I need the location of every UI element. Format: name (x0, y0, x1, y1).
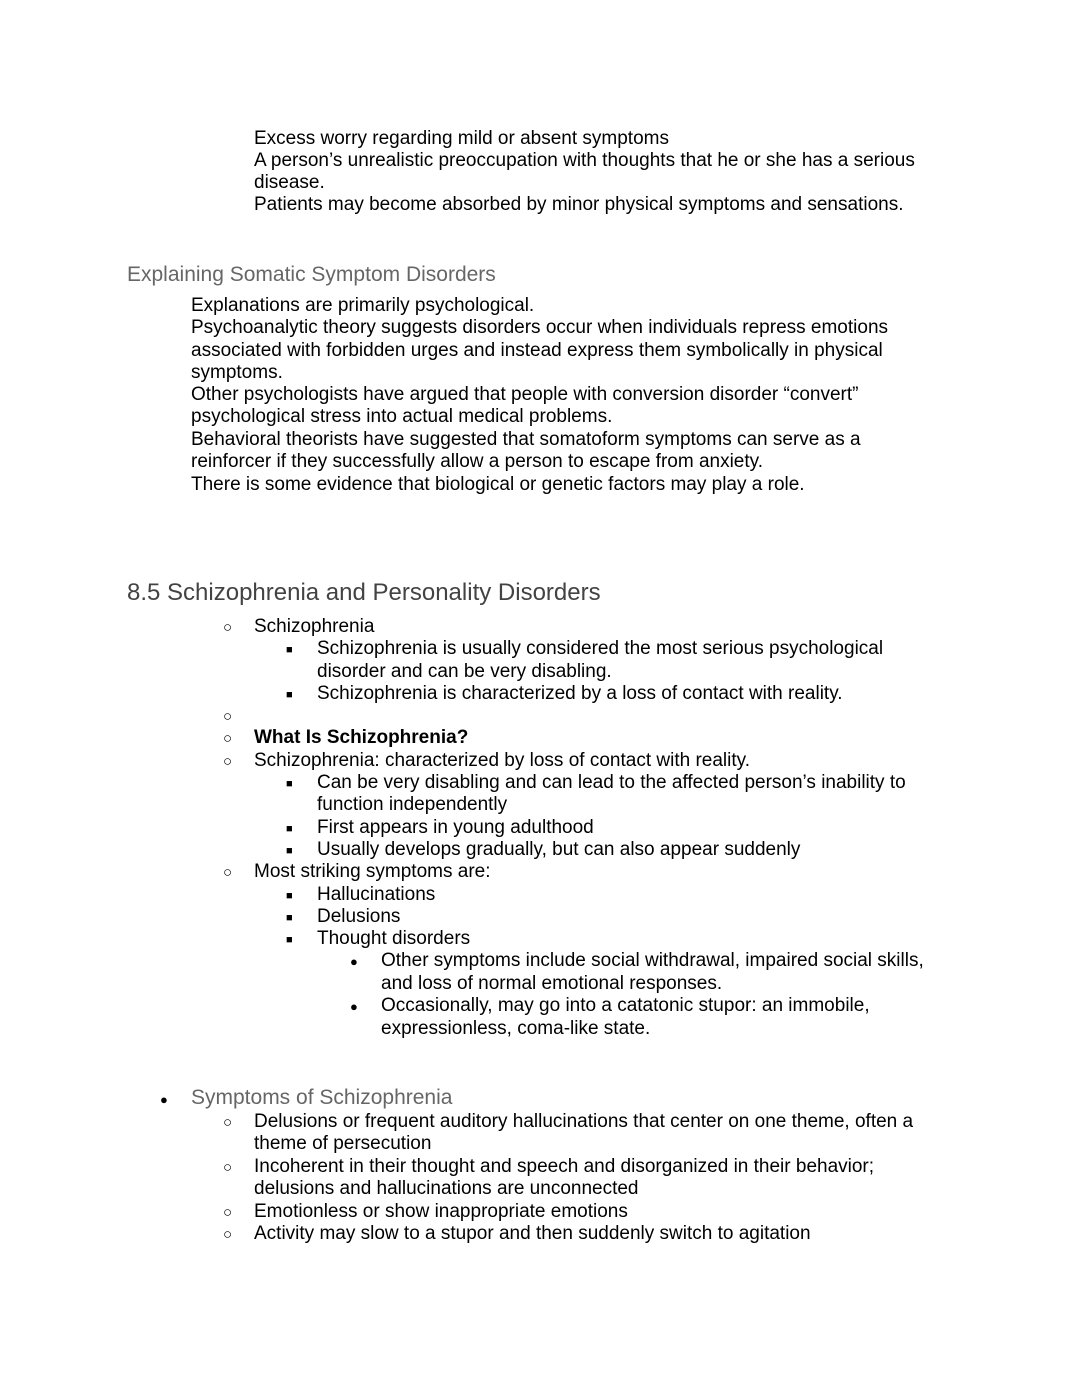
sch-line-8: function independently (317, 794, 508, 815)
top-line-3: disease. (254, 172, 325, 193)
square-bullet: ■ (286, 644, 293, 656)
sch-line-12: Hallucinations (317, 884, 436, 905)
sch-line-6: Schizophrenia: characterized by loss of contact with reality. (254, 750, 750, 771)
square-bullet: ■ (286, 934, 293, 946)
somatic-line-3: associated with forbidden urges and instead express them symbolically in physical (191, 340, 883, 361)
disc-bullet: ● (160, 1092, 168, 1107)
circle-bullet: ○ (223, 753, 233, 770)
circle-bullet: ○ (223, 619, 233, 636)
sch-line-7: Can be very disabling and can lead to the affected person’s inability to (317, 772, 906, 793)
somatic-heading: Explaining Somatic Symptom Disorders (127, 263, 496, 286)
square-bullet: ■ (286, 845, 293, 857)
circle-bullet: ○ (223, 1114, 233, 1131)
symptoms-line-5: Emotionless or show inappropriate emotions (254, 1201, 628, 1222)
sch-line-16: and loss of normal emotional responses. (381, 973, 723, 994)
circle-bullet: ○ (223, 1159, 233, 1176)
square-bullet: ■ (286, 912, 293, 924)
square-bullet: ■ (286, 890, 293, 902)
sch-line-10: Usually develops gradually, but can also appear suddenly (317, 839, 801, 860)
symptoms-line-3: Incoherent in their thought and speech and disorganized in their behavior; (254, 1156, 875, 1177)
top-line-1: Excess worry regarding mild or absent symptoms (254, 128, 669, 149)
sch-line-17: Occasionally, may go into a catatonic stupor: an immobile, (381, 995, 870, 1016)
symptoms-line-4: delusions and hallucinations are unconnected (254, 1178, 639, 1199)
sch-line-3: disorder and can be very disabling. (317, 661, 612, 682)
top-line-4: Patients may become absorbed by minor physical symptoms and sensations. (254, 194, 904, 215)
symptoms-line-6: Activity may slow to a stupor and then suddenly switch to agitation (254, 1223, 811, 1244)
sch-line-14: Thought disorders (317, 928, 471, 949)
square-bullet: ■ (286, 689, 293, 701)
square-bullet: ■ (286, 823, 293, 835)
circle-bullet: ○ (223, 1204, 233, 1221)
somatic-line-6: psychological stress into actual medical problems. (191, 406, 613, 427)
sch-line-15: Other symptoms include social withdrawal, impaired social skills, (381, 950, 924, 971)
somatic-line-1: Explanations are primarily psychological. (191, 295, 535, 316)
circle-bullet: ○ (223, 730, 233, 747)
somatic-line-2: Psychoanalytic theory suggests disorders occur when individuals repress emotions (191, 317, 889, 338)
sch-line-13: Delusions (317, 906, 401, 927)
sch-line-9: First appears in young adulthood (317, 817, 594, 838)
somatic-line-9: There is some evidence that biological or genetic factors may play a role. (191, 474, 805, 495)
symptoms-heading: Symptoms of Schizophrenia (191, 1086, 453, 1109)
somatic-line-8: reinforcer if they successfully allow a person to escape from anxiety. (191, 451, 764, 472)
top-line-2: A person’s unrealistic preoccupation with thoughts that he or she has a serious (254, 150, 915, 171)
square-bullet: ■ (286, 778, 293, 790)
somatic-line-4: symptoms. (191, 362, 283, 383)
sch-line-18: expressionless, coma-like state. (381, 1018, 651, 1039)
disc-bullet: ● (350, 954, 358, 969)
sch-line-11: Most striking symptoms are: (254, 861, 491, 882)
somatic-line-5: Other psychologists have argued that people with conversion disorder “convert” (191, 384, 859, 405)
symptoms-line-1: Delusions or frequent auditory hallucinations that center on one theme, often a (254, 1111, 914, 1132)
symptoms-line-2: theme of persecution (254, 1133, 432, 1154)
sch-line-1: Schizophrenia (254, 616, 375, 637)
sch-line-4: Schizophrenia is characterized by a loss of contact with reality. (317, 683, 843, 704)
disc-bullet: ● (350, 999, 358, 1014)
circle-bullet: ○ (223, 708, 233, 725)
circle-bullet: ○ (223, 864, 233, 881)
circle-bullet: ○ (223, 1226, 233, 1243)
somatic-line-7: Behavioral theorists have suggested that somatoform symptoms can serve as a (191, 429, 861, 450)
section-heading: 8.5 Schizophrenia and Personality Disorders (127, 579, 601, 606)
sch-line-2: Schizophrenia is usually considered the most serious psychological (317, 638, 884, 659)
sch-subheading: What Is Schizophrenia? (254, 727, 469, 748)
